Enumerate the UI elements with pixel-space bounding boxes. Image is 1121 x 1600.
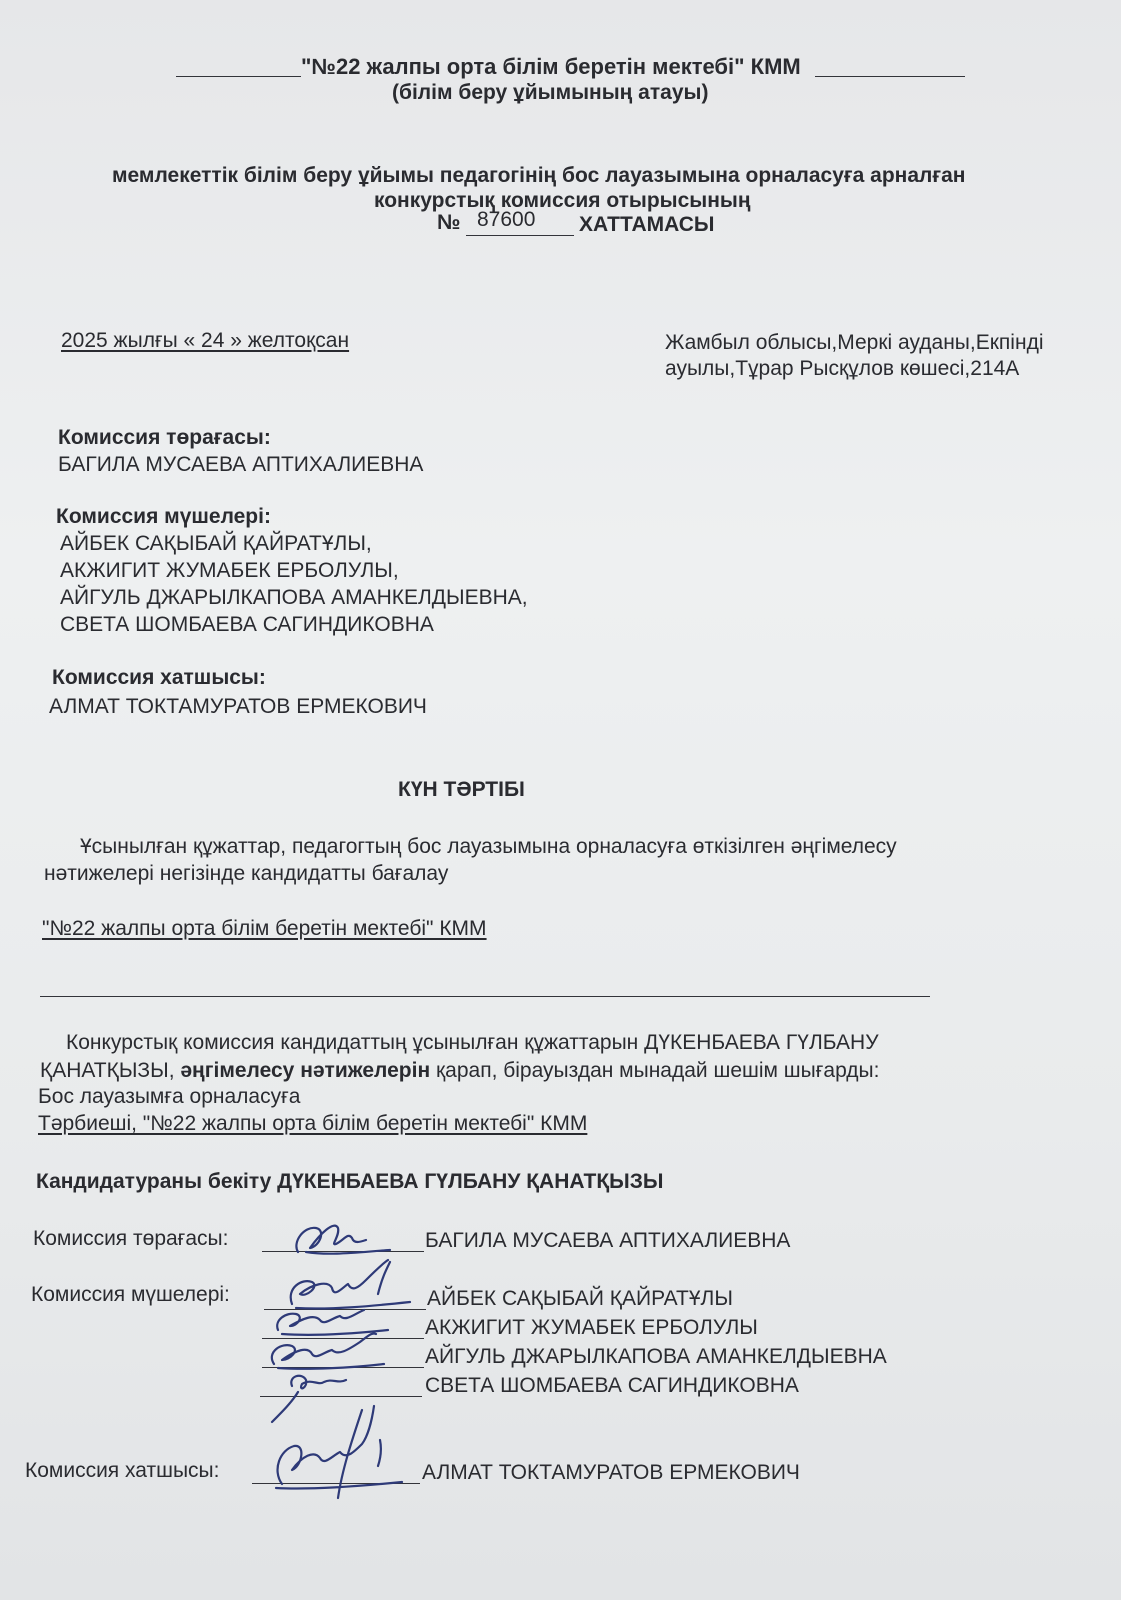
sign-chair-label: Комиссия төрағасы: [33, 1227, 229, 1250]
secretary-name: АЛМАТ ТОКТАМУРАТОВ ЕРМЕКОВИЧ [49, 695, 427, 718]
chair-signature [290, 1212, 410, 1262]
org-name: "№22 жалпы орта білім беретін мектебі" КММ [301, 54, 801, 79]
org-caption: (білім беру ұйымының атауы) [392, 81, 709, 104]
decision-position: Тәрбиеші, "№22 жалпы орта білім беретін мектебі" КММ [38, 1112, 588, 1135]
protocol-date: 2025 жылғы « 24 » желтоқсан [61, 329, 350, 352]
sign-member-name: АЙГУЛЬ ДЖАРЫЛКАПОВА АМАНКЕЛДЫЕВНА [425, 1345, 887, 1368]
decision-line2-end: қарап, бірауыздан мынадай шешім шығарды: [430, 1059, 880, 1082]
title-line1: мемлекеттік білім беру ұйымы педагогінің бос лауазымына орналасуға арналған [112, 164, 966, 187]
secretary-signature [262, 1400, 412, 1500]
member-name: АКЖИГИТ ЖУМАБЕК ЕРБОЛУЛЫ, [60, 559, 399, 582]
protocol-number-underline [466, 235, 574, 236]
header-underline-right [815, 76, 965, 77]
sign-secretary-label: Комиссия хатшысы: [25, 1459, 220, 1482]
chair-name: БАГИЛА МУСАЕВА АПТИХАЛИЕВНА [58, 453, 424, 476]
blank-line [40, 996, 930, 997]
member-name: АЙБЕК САҚЫБАЙ ҚАЙРАТҰЛЫ, [60, 532, 372, 555]
decision-line2-start: ҚАНАТҚЫЗЫ, [40, 1059, 181, 1082]
member-name: АЙГУЛЬ ДЖАРЫЛКАПОВА АМАНКЕЛДЫЕВНА, [60, 586, 528, 609]
address-line2: ауылы,Тұрар Рысқұлов көшесі,214А [665, 357, 1020, 380]
member-name: СВЕТА ШОМБАЕВА САГИНДИКОВНА [60, 613, 434, 636]
agenda-text-line2: нәтижелері негізінде кандидатты бағалау [44, 862, 449, 885]
agenda-heading: КҮН ТӘРТІБІ [398, 778, 525, 801]
approve-candidate: Кандидатураны бекіту ДҮКЕНБАЕВА ГҮЛБАНУ ҚАНАТҚЫЗЫ [36, 1170, 664, 1193]
protocol-number: 87600 [477, 208, 536, 231]
address-line1: Жамбыл облысы,Меркі ауданы,Екпінді [665, 331, 1044, 354]
protocol-number-prefix: № [437, 211, 461, 234]
chair-label: Комиссия төрағасы: [58, 426, 271, 449]
agenda-text-line1: Ұсынылған құжаттар, педагогтың бос лауазымына орналасуға өткізілген әңгімелесу [80, 835, 897, 858]
sign-member-name: СВЕТА ШОМБАЕВА САГИНДИКОВНА [425, 1374, 799, 1397]
decision-line2 [40, 1059, 879, 1083]
sign-member-name: АЙБЕК САҚЫБАЙ ҚАЙРАТҰЛЫ [427, 1287, 733, 1310]
agenda-org: "№22 жалпы орта білім беретін мектебі" КММ [42, 917, 487, 940]
sign-chair-name: БАГИЛА МУСАЕВА АПТИХАЛИЕВНА [425, 1229, 791, 1252]
decision-line1: Конкурстық комиссия кандидаттың ұсынылған құжаттарын ДҮКЕНБАЕВА ГҮЛБАНУ [66, 1031, 879, 1054]
members-label: Комиссия мүшелері: [56, 505, 271, 528]
protocol-word: ХАТТАМАСЫ [579, 213, 715, 236]
sign-members-label: Комиссия мүшелері: [31, 1283, 230, 1306]
title-line2: конкурстық комиссия отырысының [374, 189, 751, 212]
sign-member-name: АКЖИГИТ ЖУМАБЕК ЕРБОЛУЛЫ [425, 1316, 758, 1339]
header-underline-left [176, 76, 301, 77]
decision-line3: Бос лауазымға орналасуға [38, 1085, 301, 1108]
decision-line2-bold: әңгімелесу нәтижелерін [180, 1059, 431, 1082]
secretary-label: Комиссия хатшысы: [52, 666, 266, 689]
sign-secretary-name: АЛМАТ ТОКТАМУРАТОВ ЕРМЕКОВИЧ [422, 1461, 800, 1484]
